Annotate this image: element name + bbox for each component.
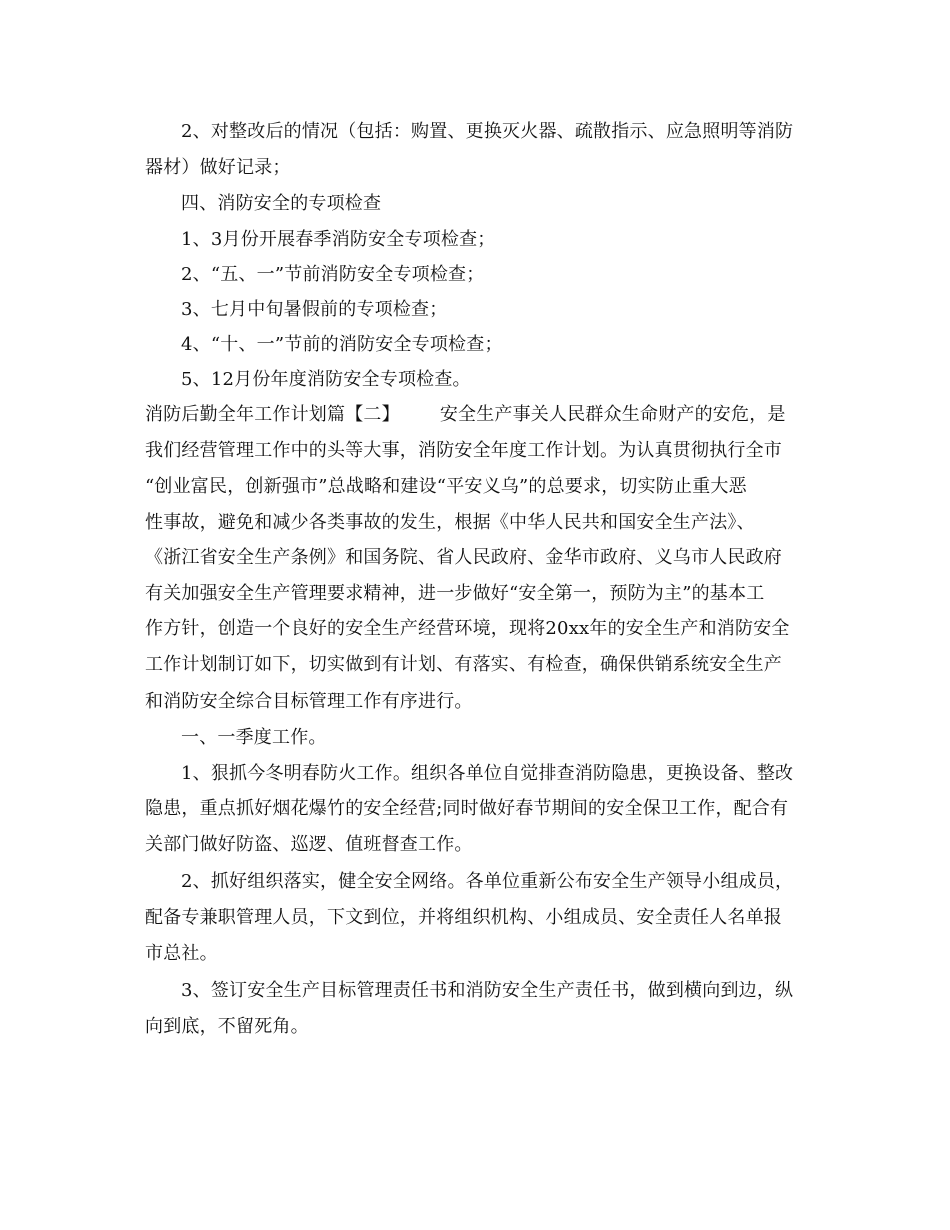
section-heading: 四、消防安全的专项检查 [181, 193, 382, 214]
paragraph-line: “创业富民，创新强市”总战略和建设“平安义乌”的总要求，切实防止重大恶 [145, 476, 747, 497]
paragraph-line: 市总社。 [145, 943, 218, 964]
section-title: 消防后勤全年工作计划篇【二】 [145, 404, 400, 425]
paragraph-line: 隐患，重点抓好烟花爆竹的安全经营;同时做好春节期间的安全保卫工作，配合有 [145, 798, 789, 819]
paragraph-text: 安全生产事关人民群众生命财产的安危，是 [439, 404, 786, 425]
paragraph-line: 1、狠抓今冬明春防火工作。组织各单位自觉排查消防隐患，更换设备、整改 [181, 763, 794, 784]
section-heading: 一、一季度工作。 [181, 727, 327, 748]
paragraph-line: 2、抓好组织落实，健全安全网络。各单位重新公布安全生产领导小组成员， [181, 871, 794, 892]
paragraph-line: 《浙江省安全生产条例》和国务院、省人民政府、金华市政府、义乌市人民政府 [145, 547, 782, 568]
paragraph-line: 有关加强安全生产管理要求精神，进一步做好“安全第一，预防为主”的基本工 [145, 583, 765, 604]
list-item: 5、12月份年度消防安全专项检查。 [181, 369, 471, 390]
list-item: 1、3月份开展春季消防安全专项检查； [181, 229, 496, 250]
paragraph-line: 我们经营管理工作中的头等大事，消防安全年度工作计划。为认真贯彻执行全市 [145, 440, 782, 461]
paragraph-line: 3、签订安全生产目标管理责任书和消防安全生产责任书，做到横向到边，纵 [181, 980, 794, 1001]
paragraph-line: 作方针，创造一个良好的安全生产经营环境，现将20xx年的安全生产和消防安全 [145, 618, 790, 639]
paragraph-line: 关部门做好防盗、巡逻、值班督查工作。 [145, 834, 473, 855]
paragraph-line: 工作计划制订如下，切实做到有计划、有落实、有检查，确保供销系统安全生产 [145, 654, 782, 675]
list-item: 2、“五、一”节前消防安全专项检查； [181, 264, 485, 285]
paragraph-line: 2、对整改后的情况（包括：购置、更换灭火器、疏散指示、应急照明等消防 [181, 121, 794, 142]
paragraph-line: 器材）做好记录； [145, 157, 291, 178]
list-item: 3、七月中旬暑假前的专项检查； [181, 299, 448, 320]
paragraph-line: 性事故，避免和减少各类事故的发生，根据《中华人民共和国安全生产法》、 [145, 512, 755, 533]
paragraph-line: 向到底，不留死角。 [145, 1016, 309, 1037]
paragraph-line: 和消防安全综合目标管理工作有序进行。 [145, 691, 473, 712]
paragraph-line: 配备专兼职管理人员，下文到位，并将组织机构、小组成员、安全责任人名单报 [145, 907, 782, 928]
list-item: 4、“十、一”节前的消防安全专项检查； [181, 334, 503, 355]
paragraph-line [145, 403, 786, 427]
